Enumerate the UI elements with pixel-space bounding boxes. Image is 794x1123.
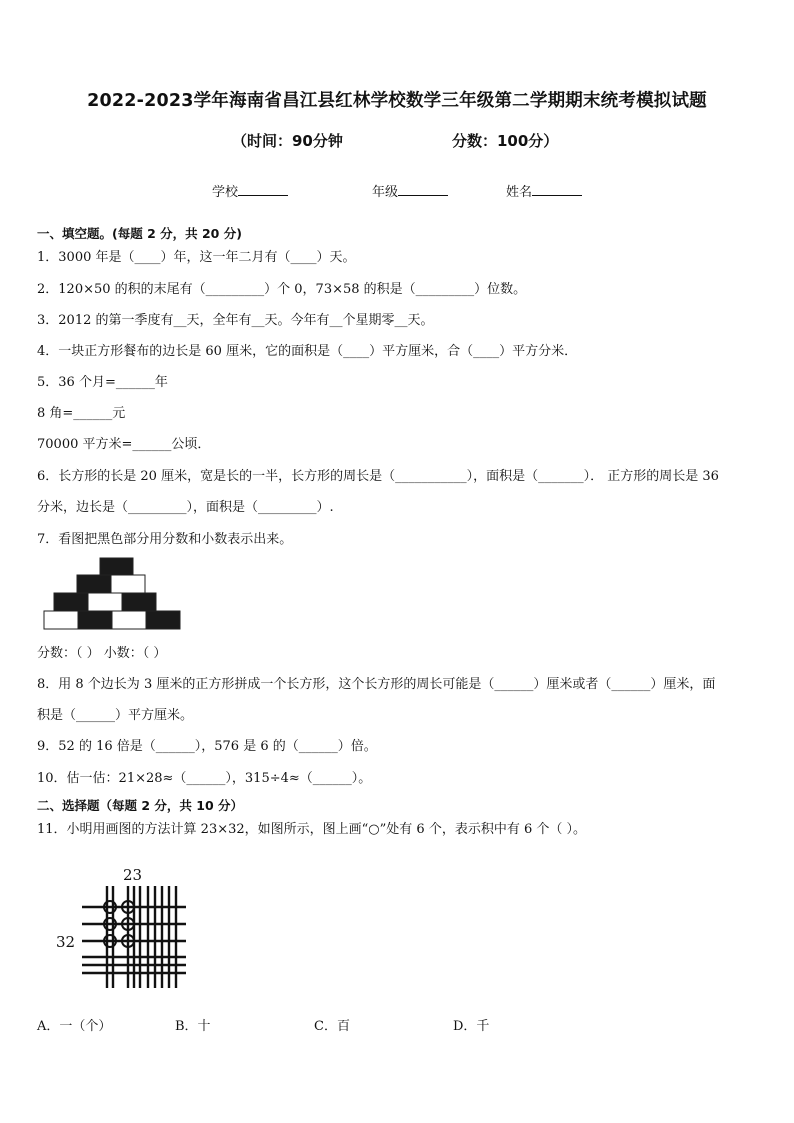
question-1: 1．3000 年是（____）年，这一年二月有（____）天。 bbox=[37, 250, 356, 265]
question-10: 10．估一估：21×28≈（______），315÷4≈（______）。 bbox=[37, 771, 372, 786]
multiplication-grid-figure bbox=[78, 884, 190, 992]
school-blank[interactable] bbox=[238, 183, 288, 196]
brick-r1-1 bbox=[100, 558, 133, 575]
option-d[interactable]: D．千 bbox=[453, 1019, 490, 1034]
brick-r2-1 bbox=[77, 575, 111, 593]
grade-field bbox=[372, 181, 448, 200]
question-8-line-1: 8．用 8 个边长为 3 厘米的正方形拼成一个长方形，这个长方形的周长可能是（______）厘米或者（______）厘米，面 bbox=[37, 677, 716, 692]
brick-r3-1 bbox=[54, 593, 88, 611]
question-7-answer: 分数：（ ） 小数：（ ） bbox=[37, 646, 167, 661]
brick-r4-3 bbox=[112, 611, 146, 629]
figure-11-top-label: 23 bbox=[123, 866, 143, 884]
exam-time: （时间：90分钟 bbox=[232, 132, 343, 150]
section-choice: 二、选择题（每题 2 分，共 10 分） bbox=[37, 798, 244, 813]
option-a[interactable]: A．一（个） bbox=[37, 1019, 112, 1034]
name-label: 姓名 bbox=[506, 185, 533, 200]
grade-blank[interactable] bbox=[398, 183, 448, 196]
name-blank[interactable] bbox=[532, 183, 582, 196]
question-2: 2．120×50 的积的末尾有（_________）个 0，73×58 的积是（_________）位数。 bbox=[37, 282, 527, 297]
figure-11-left-label: 32 bbox=[56, 933, 76, 951]
question-5-c: 70000 平方米=______公顷． bbox=[37, 437, 211, 452]
grade-label: 年级 bbox=[372, 185, 399, 200]
school-field bbox=[212, 181, 288, 200]
option-b[interactable]: B．十 bbox=[175, 1019, 211, 1034]
question-8-line-2: 积是（______）平方厘米。 bbox=[37, 708, 194, 723]
brick-r3-3 bbox=[122, 593, 156, 611]
question-6-line-1: 6．长方形的长是 20 厘米，宽是长的一半，长方形的周长是（___________），面积是（_______）． 正方形的周长是 36 bbox=[37, 469, 719, 484]
name-field bbox=[506, 181, 582, 200]
option-c[interactable]: C．百 bbox=[314, 1019, 350, 1034]
brick-r4-2 bbox=[78, 611, 112, 629]
exam-title: 2022-2023学年海南省昌江县红林学校数学三年级第二学期期末统考模拟试题 bbox=[87, 91, 707, 111]
brick-r4-1 bbox=[44, 611, 78, 629]
exam-score: 分数：100分） bbox=[452, 132, 559, 150]
question-7: 7．看图把黑色部分用分数和小数表示出来。 bbox=[37, 532, 293, 547]
brick-r2-2 bbox=[111, 575, 145, 593]
question-6-line-2: 分米，边长是（_________），面积是（_________）. bbox=[37, 500, 334, 515]
brick-r4-4 bbox=[146, 611, 180, 629]
section-fill-in: 一、填空题。(每题 2 分，共 20 分) bbox=[37, 226, 242, 241]
question-5-b: 8 角=______元 bbox=[37, 406, 126, 421]
question-3: 3．2012 的第一季度有__天，全年有__天。今年有__个星期零__天。 bbox=[37, 313, 434, 328]
question-5-a: 5．36 个月=______年 bbox=[37, 375, 168, 390]
brick-r3-2 bbox=[88, 593, 122, 611]
question-9: 9．52 的 16 倍是（______），576 是 6 的（______）倍。 bbox=[37, 739, 377, 754]
brick-pyramid-figure bbox=[43, 557, 181, 631]
school-label: 学校 bbox=[212, 185, 239, 200]
question-11: 11．小明用画图的方法计算 23×32，如图所示，图上画“○”处有 6 个，表示积中有 6 个（ ）。 bbox=[37, 822, 586, 837]
question-4: 4．一块正方形餐布的边长是 60 厘米，它的面积是（____）平方厘米，合（____）平方分米． bbox=[37, 344, 578, 359]
